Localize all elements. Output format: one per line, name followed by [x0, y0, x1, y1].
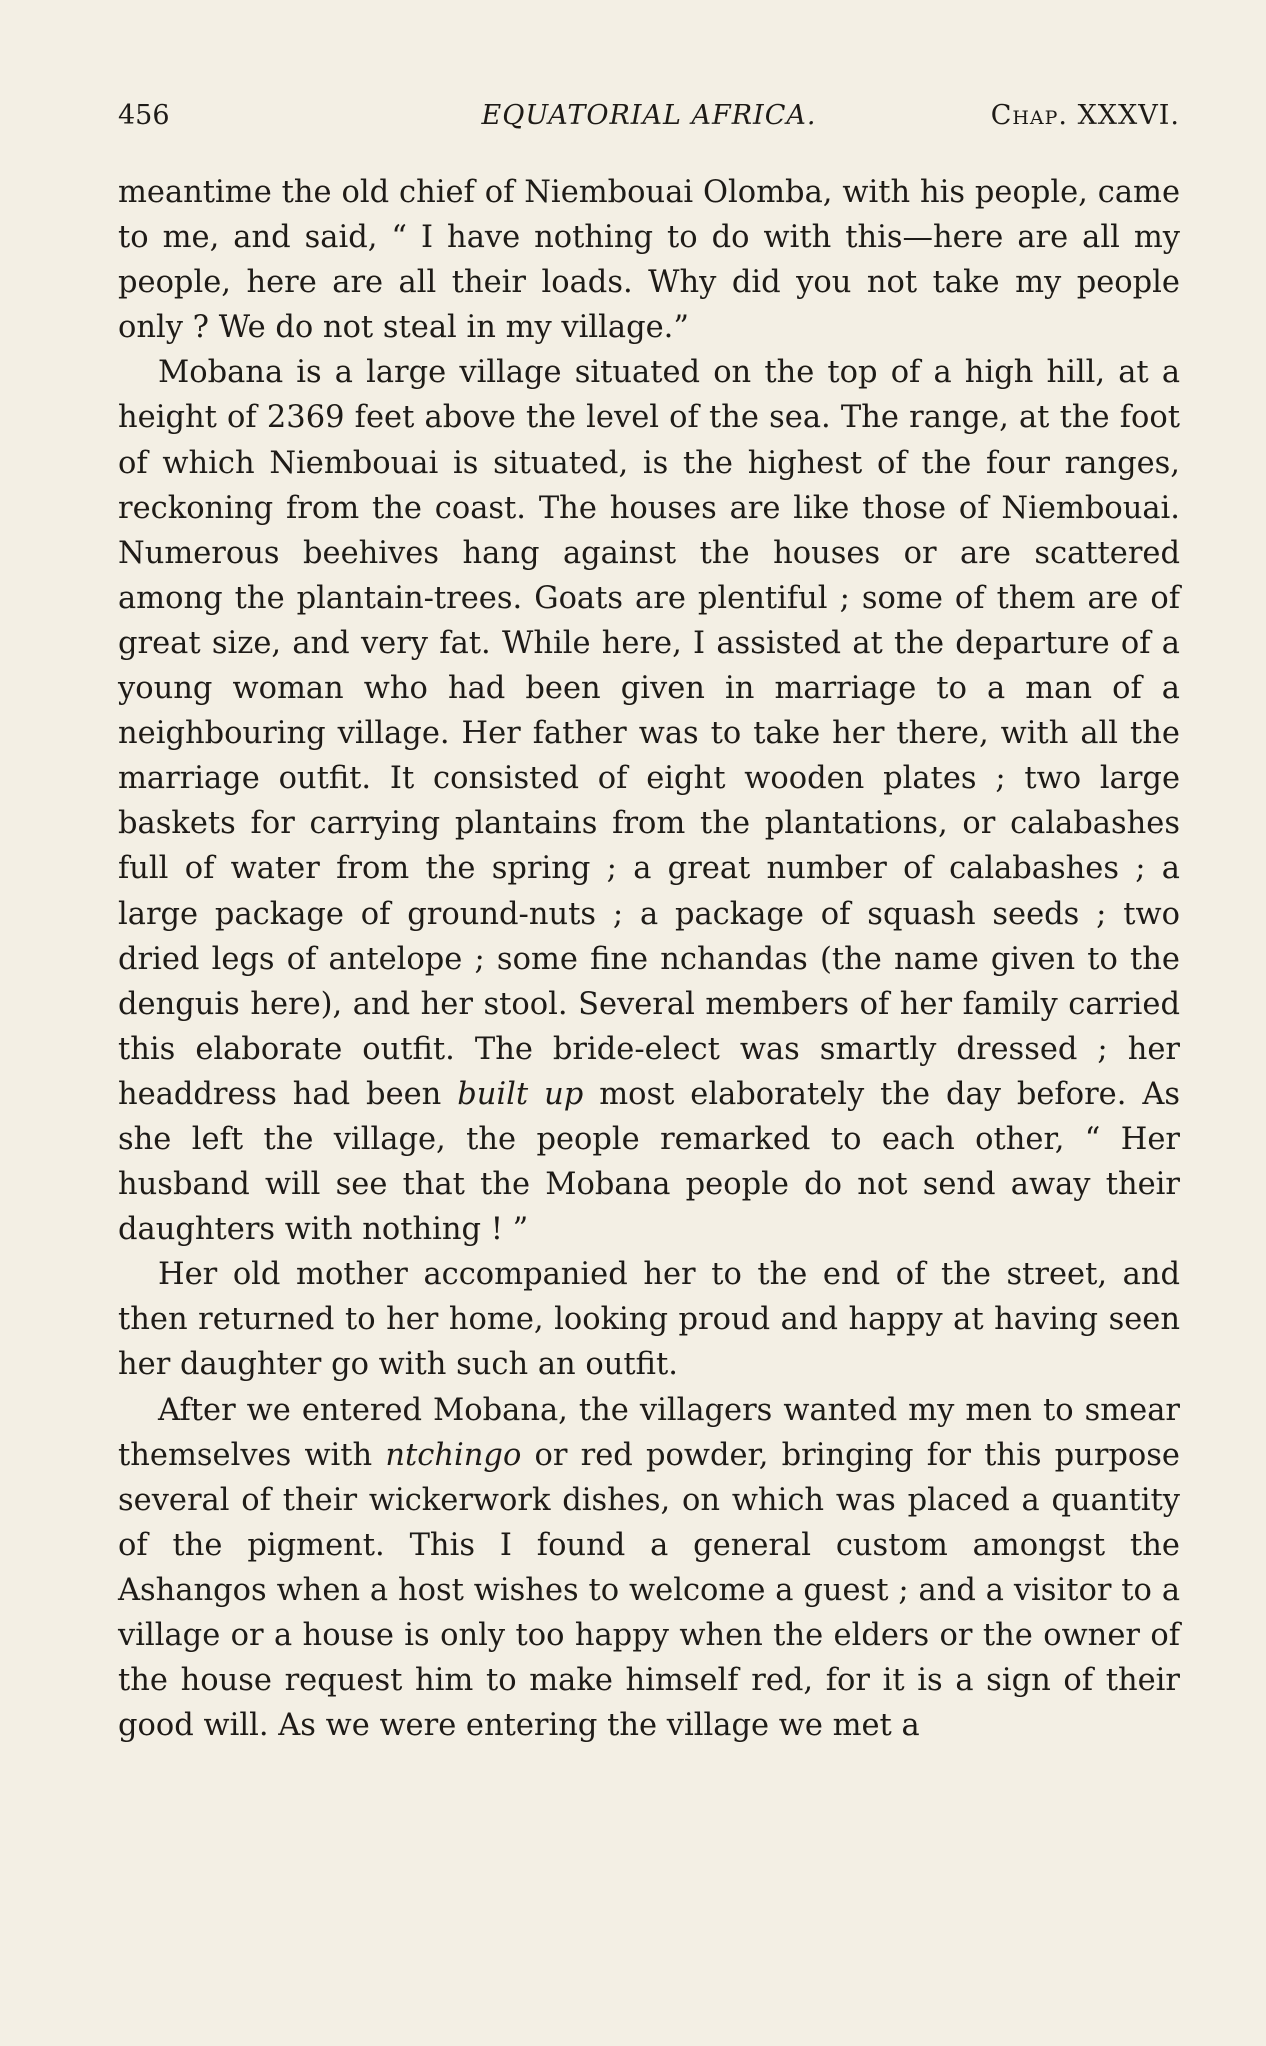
running-header: [118, 96, 1180, 136]
paragraph-4-text-after: or red powder, bringing for this purpose several of their wickerwork dishes, on which was placed a quantity of the pigment. This I found a general custom amongst the Ashangos when a host wishes to welcome a guest ; and a visitor to a village or a house is only too happy when the elders or the owner of the house request him to make himself red, for it is a sign of their good will. As we were entering the village we met a: [118, 1437, 1180, 1744]
paragraph-3-text: Her old mother accompanied her to the end of the street, and then returned to her home, looking proud and happy at having seen her daughter go with such an outfit.: [118, 1257, 1180, 1383]
paragraph-1: [118, 170, 1180, 350]
paragraph-2-text: Mobana is a large village situated on the top of a high hill, at a height of 2369 feet above the level of the sea. The range, at the foot of which Niembouai is situated, is the highest of the four ranges, reckoning from the coast. The houses are like those of Niembouai. Numerous beehives hang against the houses or are scattered among the plantain-trees. Goats are plentiful ; some of them are of great size, and very fat. While here, I assisted at the departure of a young woman who had been given in marriage to a man of a neighbouring village. Her father was to take her there, with all the marriage outfit. It consisted of eight wooden plates ; two large baskets for carrying plantains from the plantations, or calabashes full of water from the spring ; a great number of calabashes ; a large package of ground-nuts ; a package of squash seeds ; two dried legs of antelope ; some fine nchandas (the name given to the denguis here), and her stool. Several members of her family carried this elaborate outfit. The bride-elect was smartly dressed ; her headdress had been: [118, 355, 1180, 1112]
paragraph-2-text-after: most elaborately the day before. As she left the village, the people remarked to each other, “ Her husband will see that the Mobana people do not send away their daughters with nothing ! ”: [118, 1076, 1181, 1248]
running-title: EQUATORIAL AFRICA.: [481, 100, 817, 131]
paragraph-4-italic: ntchingo: [385, 1437, 522, 1473]
body-text: [118, 170, 1180, 1748]
paragraph-2: [118, 350, 1180, 1252]
paragraph-2-italic: built up: [457, 1076, 584, 1112]
chapter-label: Chap. XXXVI.: [990, 100, 1180, 131]
paragraph-4-text: After we entered Mobana, the villagers wanted my men to smear themselves with: [118, 1392, 1180, 1473]
page-number: 456: [118, 100, 170, 131]
paragraph-4: [118, 1388, 1180, 1749]
paragraph-1-text: meantime the old chief of Niembouai Olomba, with his people, came to me, and said, “ I have nothing to do with this—here are all my people, here are all their loads. Why did you not take my people only ? We do not steal in my village.”: [118, 175, 1180, 346]
paragraph-3: [118, 1252, 1180, 1387]
